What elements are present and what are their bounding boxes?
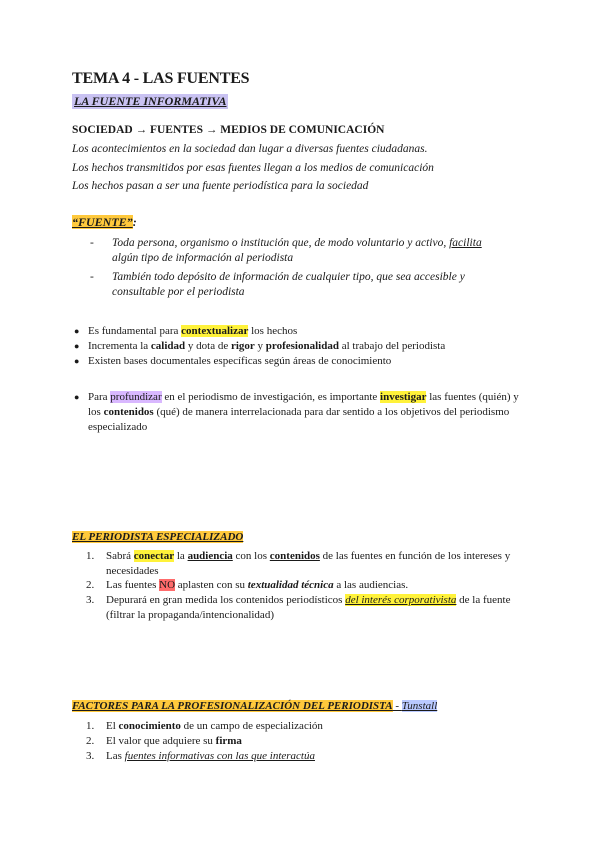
intro-line: Los acontecimientos en la sociedad dan lugar a diversas fuentes ciudadanas.: [72, 143, 428, 155]
text: Las: [106, 750, 125, 762]
highlight: NO: [159, 579, 176, 591]
bullet-item: [74, 324, 534, 339]
fuente-heading-label: “FUENTE”: [72, 215, 133, 229]
def1-text-end: algún tipo de información al periodista: [112, 252, 294, 264]
numbered-item: [86, 719, 536, 734]
numbered-item: [86, 549, 536, 579]
text: Es fundamental para: [88, 325, 182, 337]
item-number: 3.: [86, 594, 95, 606]
text: al trabajo del periodista: [338, 340, 446, 352]
intro-line: Los hechos transmitidos por esas fuentes llegan a los medios de comunicación: [72, 162, 434, 174]
bullet-item: [74, 390, 534, 435]
item-number: 1.: [86, 550, 95, 562]
bullet-icon: ●: [74, 356, 80, 366]
bullet-item: [74, 354, 534, 369]
definition-item: [90, 270, 510, 300]
text: Sabrá: [106, 550, 134, 562]
section-subtitle: LA FUENTE INFORMATIVA: [74, 94, 227, 108]
text: y: [254, 340, 266, 352]
especializado-heading: [72, 531, 243, 543]
highlight: del interés corporativista: [345, 594, 457, 606]
text: con los: [232, 550, 270, 562]
intro-line: Los hechos pasan a ser una fuente periodística para la sociedad: [72, 180, 369, 192]
text: Para: [88, 391, 111, 403]
item-number: 3.: [86, 750, 95, 762]
text: Depurará en gran medida los contenidos periodísticos: [106, 594, 346, 606]
text: los hechos: [248, 325, 298, 337]
item-number: 1.: [86, 720, 95, 732]
bullet-icon: ●: [74, 341, 80, 351]
bold-term: conocimiento: [118, 720, 181, 732]
text: (qué) de manera interrelacionada para dar sentido a los objetivos del periodismo especializado: [88, 406, 510, 433]
def2-text: También todo depósito de información de cualquier tipo, que sea accesible y consultable por el periodista: [112, 271, 465, 298]
highlight: contextualizar: [181, 325, 249, 337]
text: a las audiencias.: [333, 579, 409, 591]
numbered-item: [86, 578, 536, 593]
highlight: profundizar: [110, 391, 162, 403]
bold-term: calidad: [150, 340, 186, 352]
text: las fuentes (quién) y los: [88, 391, 519, 418]
text: El: [106, 720, 119, 732]
text: de la fuente (filtrar la propaganda/intencionalidad): [106, 594, 511, 621]
highlight: conectar: [133, 550, 175, 562]
bullet-item: [74, 339, 534, 354]
bold-term: textualidad técnica: [247, 579, 334, 591]
text: de las fuentes en función de los intereses y necesidades: [106, 550, 511, 577]
bold-term: contenidos: [103, 406, 154, 418]
bullet-icon: ●: [74, 326, 80, 336]
bold-term: audiencia: [187, 550, 233, 562]
dash-marker: -: [90, 237, 94, 249]
text: Existen bases documentales específicas según áreas de conocimiento: [88, 355, 392, 367]
numbered-item: [86, 734, 536, 749]
text: y dota de: [185, 340, 231, 352]
facilita-link[interactable]: facilita: [449, 237, 482, 249]
item-number: 2.: [86, 579, 95, 591]
bold-term: contenidos: [269, 550, 320, 562]
def1-text: Toda persona, organismo o institución que, de modo voluntario y activo,: [112, 237, 450, 249]
bullet-icon: ●: [74, 392, 80, 402]
highlight: investigar: [380, 391, 427, 403]
text: aplasten con su: [175, 579, 248, 591]
text: Incrementa la: [88, 340, 151, 352]
heading-text: EL PERIODISTA ESPECIALIZADO: [72, 531, 244, 543]
definition-item: [90, 236, 510, 266]
fuente-heading: [72, 215, 137, 230]
numbered-item: [86, 593, 536, 623]
bold-term: rigor: [230, 340, 255, 352]
page-title: TEMA 4 - LAS FUENTES: [72, 70, 250, 87]
numbered-item: [86, 749, 536, 764]
bold-term: profesionalidad: [265, 340, 339, 352]
fuente-heading-colon: :: [132, 215, 137, 229]
text: la: [174, 550, 188, 562]
text: de un campo de especialización: [180, 720, 323, 732]
separator: -: [392, 700, 402, 712]
dash-marker: -: [90, 271, 94, 283]
fuentes-link[interactable]: fuentes informativas con las que interactúa: [124, 750, 315, 762]
text: en el periodismo de investigación, es importante: [161, 391, 381, 403]
heading-text: FACTORES PARA LA PROFESIONALIZACIÓN DEL PERIODISTA: [72, 700, 393, 712]
item-number: 2.: [86, 735, 95, 747]
factores-heading: [72, 700, 437, 712]
text: El valor que adquiere su: [106, 735, 216, 747]
bold-term: firma: [215, 735, 242, 747]
text: Las fuentes: [106, 579, 160, 591]
flow-chain: SOCIEDAD → FUENTES → MEDIOS DE COMUNICACIÓN: [72, 124, 385, 136]
author-link[interactable]: Tunstall: [401, 700, 438, 712]
